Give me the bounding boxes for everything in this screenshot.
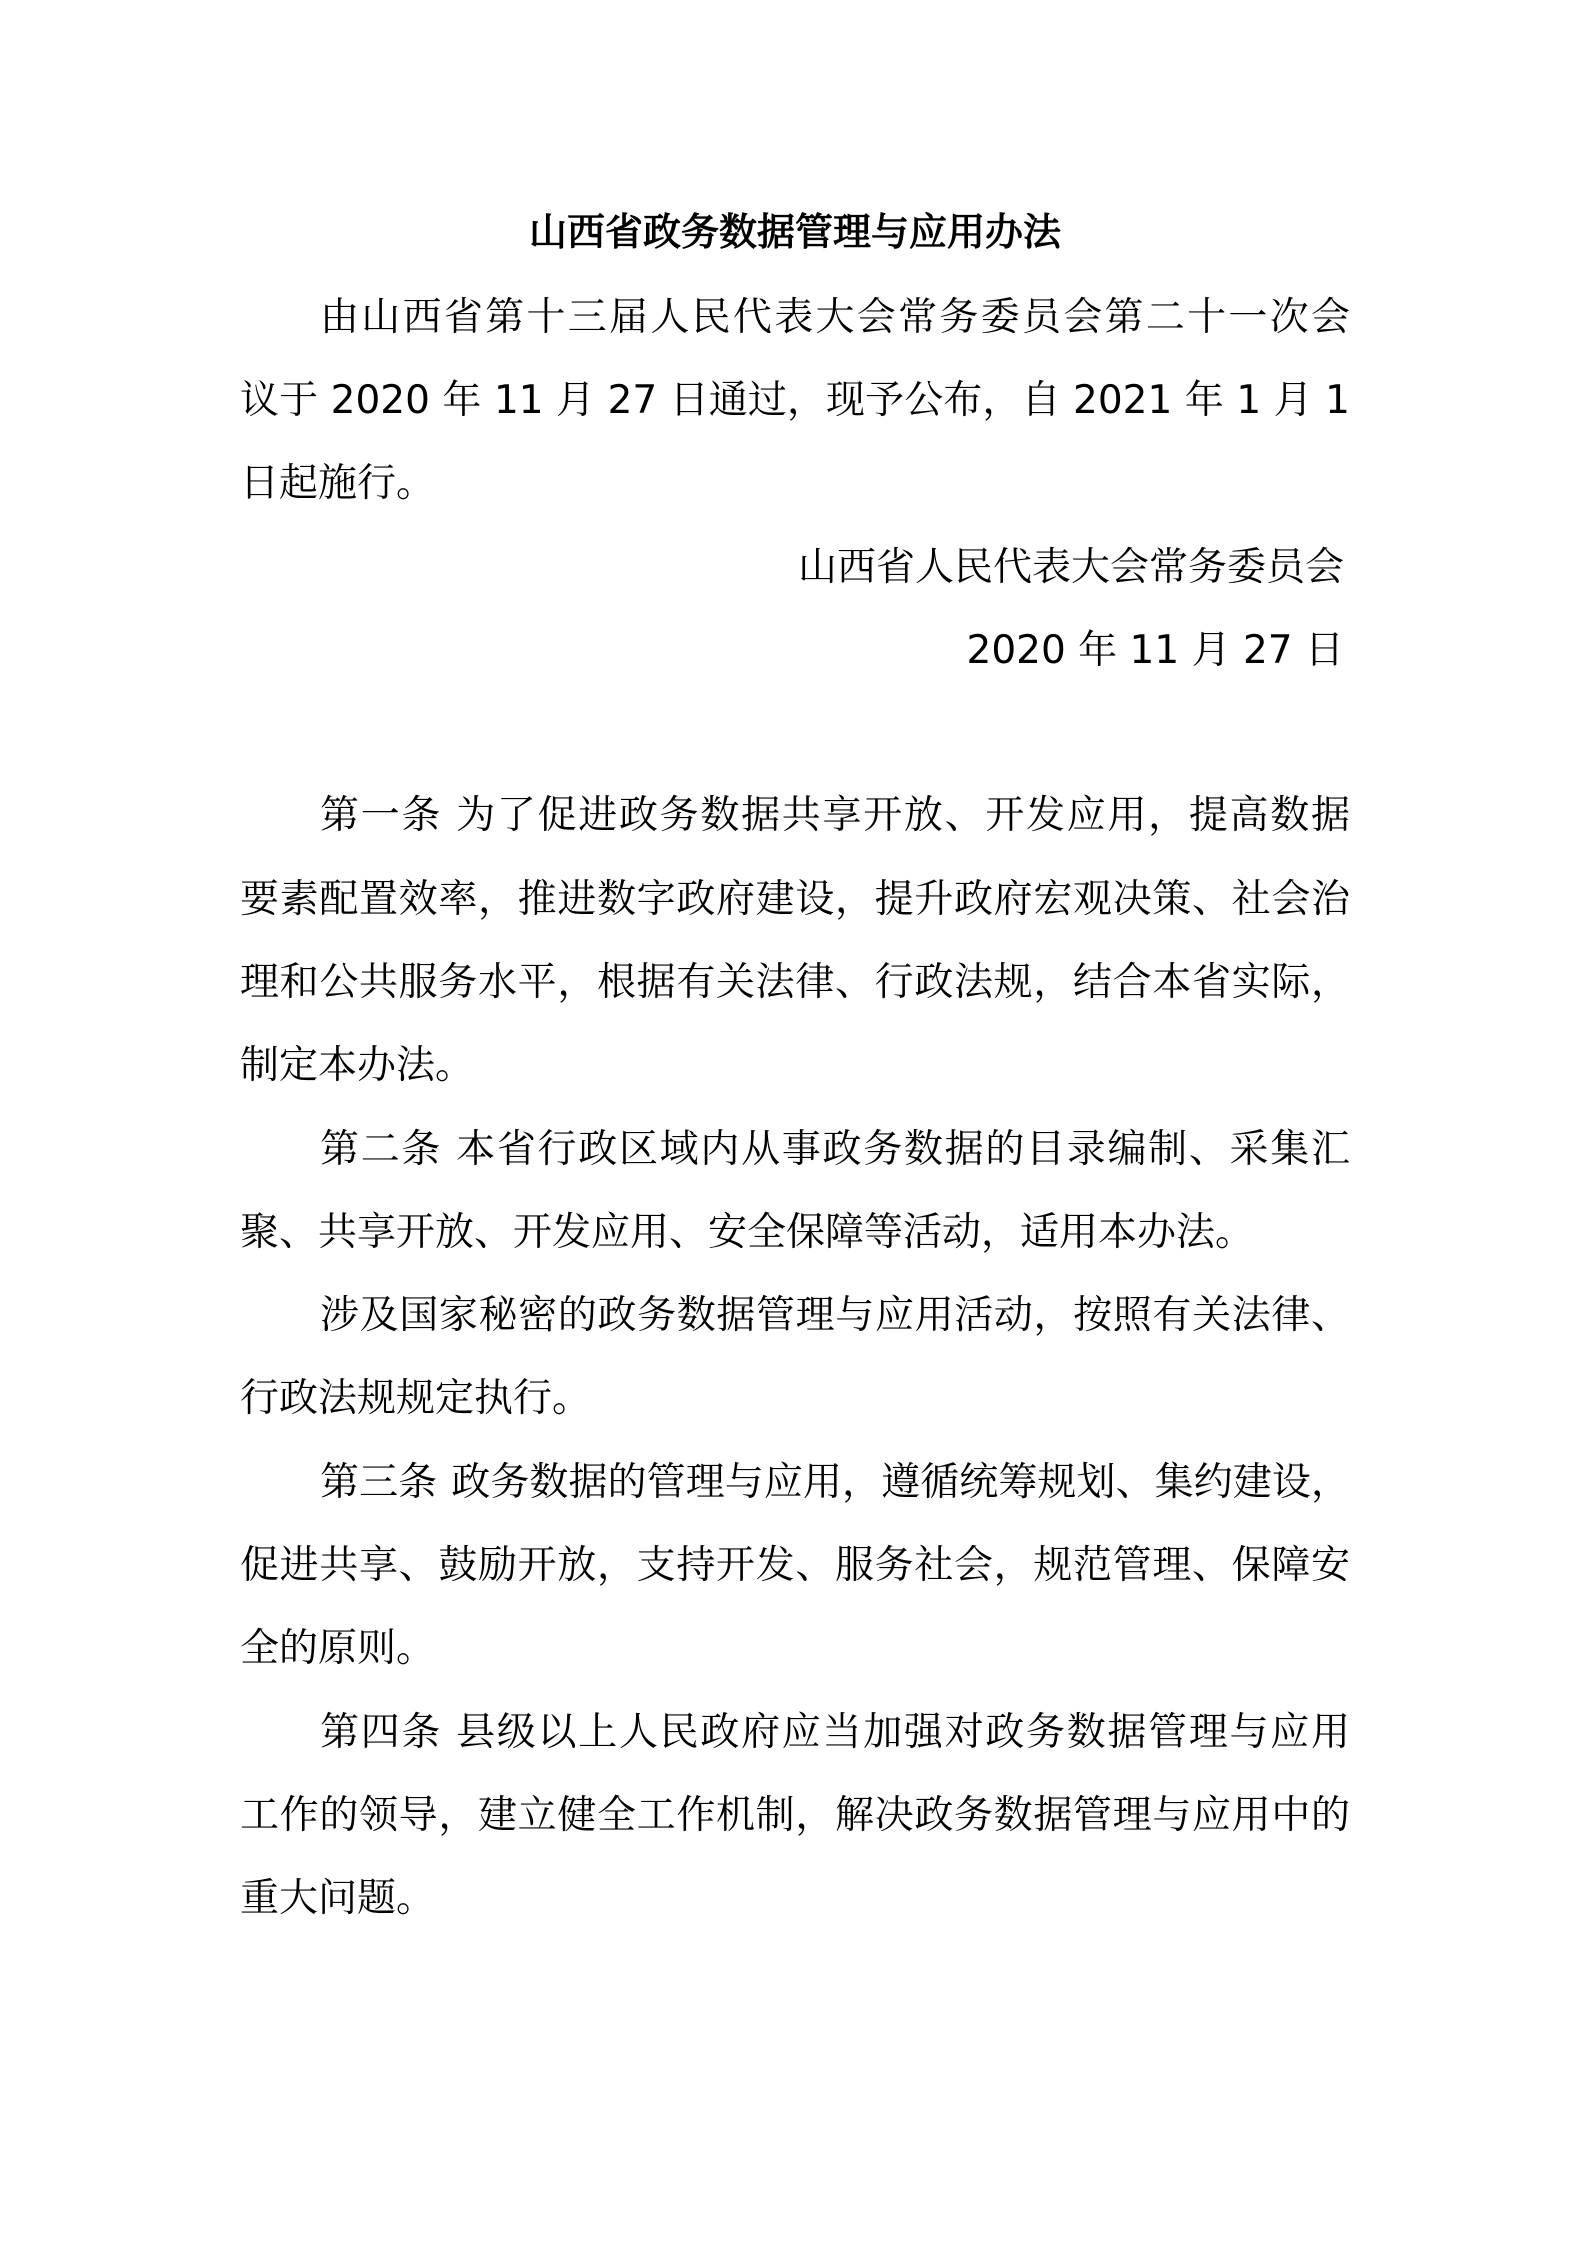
article-number: 第四条	[320, 1710, 443, 1755]
document-title: 山西省政务数据管理与应用办法	[528, 210, 1061, 254]
article-2-line	[240, 1122, 1350, 1178]
signature-date: 2020 年 11 月 27 日	[966, 628, 1344, 673]
preamble-line: 由山西省第十三届人民代表大会常务委员会第二十一次会	[320, 295, 1350, 340]
article-4-line: 工作的领导，建立健全工作机制，解决政务数据管理与应用中的	[240, 1793, 1350, 1838]
article-number: 第一条	[320, 793, 443, 838]
article-4-line	[240, 1705, 1350, 1761]
article-3-line: 促进共享、鼓励开放，支持开发、服务社会，规范管理、保障安	[240, 1543, 1350, 1588]
signature-issuer: 山西省人民代表大会常务委员会	[797, 545, 1344, 590]
article-2-paragraph-line: 涉及国家秘密的政务数据管理与应用活动，按照有关法律、	[320, 1293, 1350, 1338]
article-1-line: 理和公共服务水平，根据有关法律、行政法规，结合本省实际，	[240, 960, 1350, 1005]
article-text: 本省行政区域内从事政务数据的目录编制、采集汇	[456, 1127, 1350, 1172]
preamble-line: 日起施行。	[240, 461, 436, 506]
article-1-line	[240, 788, 1350, 844]
article-3-line: 全的原则。	[240, 1626, 436, 1671]
article-number: 第二条	[320, 1127, 443, 1172]
article-2-paragraph-line: 行政法规规定执行。	[240, 1376, 592, 1421]
article-3-line	[240, 1455, 1350, 1511]
article-text: 为了促进政务数据共享开放、开发应用，提高数据	[456, 793, 1350, 838]
article-number: 第三条	[320, 1460, 438, 1505]
article-1-line: 要素配置效率，推进数字政府建设，提升政府宏观决策、社会治	[240, 877, 1350, 922]
preamble-line: 议于 2020 年 11 月 27 日通过，现予公布，自 2021 年 1 月 1	[240, 378, 1350, 423]
article-text: 政务数据的管理与应用，遵循统筹规划、集约建设，	[451, 1460, 1350, 1505]
article-2-line: 聚、共享开放、开发应用、安全保障等活动，适用本办法。	[240, 1210, 1255, 1255]
article-4-line: 重大问题。	[240, 1876, 436, 1921]
article-1-line: 制定本办法。	[240, 1043, 475, 1088]
article-text: 县级以上人民政府应当加强对政务数据管理与应用	[456, 1710, 1350, 1755]
